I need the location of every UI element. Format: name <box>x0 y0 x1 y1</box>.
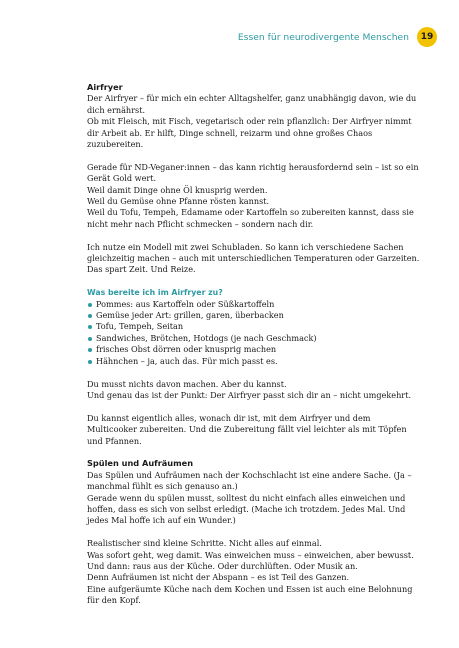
list-item: Pommes: aus Kartoffeln oder Süßkartoffeln <box>87 299 421 310</box>
paragraph: Weil damit Dinge ohne Öl knusprig werden. <box>87 184 268 195</box>
list-item: Sandwiches, Brötchen, Hotdogs (je nach Geschmack) <box>87 333 421 344</box>
paragraph: Gerade für ND-Veganer:innen – das kann richtig herausfordernd sein – ist so ein Gerät Gold wert. <box>87 161 419 184</box>
list-item: Gemüse jeder Art: grillen, garen, überbacken <box>87 310 421 321</box>
list-item: frisches Obst dörren oder knusprig machen <box>87 344 421 355</box>
paragraph: Weil du Tofu, Tempeh, Edamame oder Kartoffeln so zubereiten kannst, dass sie nicht mehr nach Pflicht schmecken – sondern nach dir. <box>87 207 414 229</box>
list-item: Hähnchen – ja, auch das. Für mich passt es. <box>87 356 421 367</box>
paragraph: Ich nutze ein Modell mit zwei Schubladen. So kann ich verschiedene Sachen gleichzeitig machen – auch mit unterschiedlichen Temperaturen oder Garzeiten. Das spart Zeit. Und Reize. <box>87 241 420 275</box>
list-item: Tofu, Tempeh, Seitan <box>87 321 421 332</box>
paragraph: Ob mit Fleisch, mit Fisch, vegetarisch oder rein pflanzlich: Der Airfryer nimmt dir Arbeit ab. Er hilft, Dinge schnell, reizarm und ohne großes Chaos zuzubereiten. <box>87 116 412 150</box>
header-title: Essen für neurodivergente Menschen <box>237 31 409 43</box>
paragraph: Der Airfryer – für mich ein echter Alltagshelfer, ganz unabhängig davon, wie du dich ernährst. <box>87 93 417 115</box>
section-heading-airfryer: Airfryer <box>87 82 123 92</box>
page-number-badge: 19 <box>417 27 437 47</box>
paragraph: Was sofort geht, weg damit. Was einweichen muss – einweichen, aber bewusst. <box>87 549 414 560</box>
paragraph: Du musst nichts davon machen. Aber du kannst. <box>87 378 287 389</box>
running-header <box>200 26 437 48</box>
paragraph: Und dann: raus aus der Küche. Oder durchlüften. Oder Musik an. <box>87 560 358 571</box>
paragraph: Eine aufgeräumte Küche nach dem Kochen und Essen ist auch eine Belohnung für den Kopf. <box>87 583 413 606</box>
paragraph: Realistischer sind kleine Schritte. Nicht alles auf einmal. <box>87 538 322 549</box>
paragraph: Weil du Gemüse ohne Pfanne rösten kannst. <box>87 196 270 207</box>
bullet-list <box>87 299 421 367</box>
paragraph: Gerade wenn du spülen musst, solltest du nicht einfach alles einweichen und hoffen, dass es sich von selbst erledigt. (Mache ich trotzdem. Jedes Mal. Und jedes Mal hoffe ich auf ein Wunder.) <box>87 492 406 526</box>
paragraph: Das Spülen und Aufräumen nach der Kochschlacht ist eine andere Sache. (Ja – manchmal fühlt es sich genauso an.) <box>87 469 412 492</box>
paragraph: Denn Aufräumen ist nicht der Abspann – es ist Teil des Ganzen. <box>87 572 350 583</box>
paragraph: Du kannst eigentlich alles, wonach dir ist, mit dem Airfryer und dem Multicooker zubereiten. Und die Zubereitung fällt viel leichter als mit Töpfen und Pfannen. <box>87 412 407 446</box>
page-body <box>87 82 421 607</box>
paragraph: Und genau das ist der Punkt: Der Airfryer passt sich dir an – nicht umgekehrt. <box>87 389 412 400</box>
section-heading-spuelen: Spülen und Aufräumen <box>87 458 194 469</box>
subheading-was-bereite-ich: Was bereite ich im Airfryer zu? <box>87 288 223 298</box>
